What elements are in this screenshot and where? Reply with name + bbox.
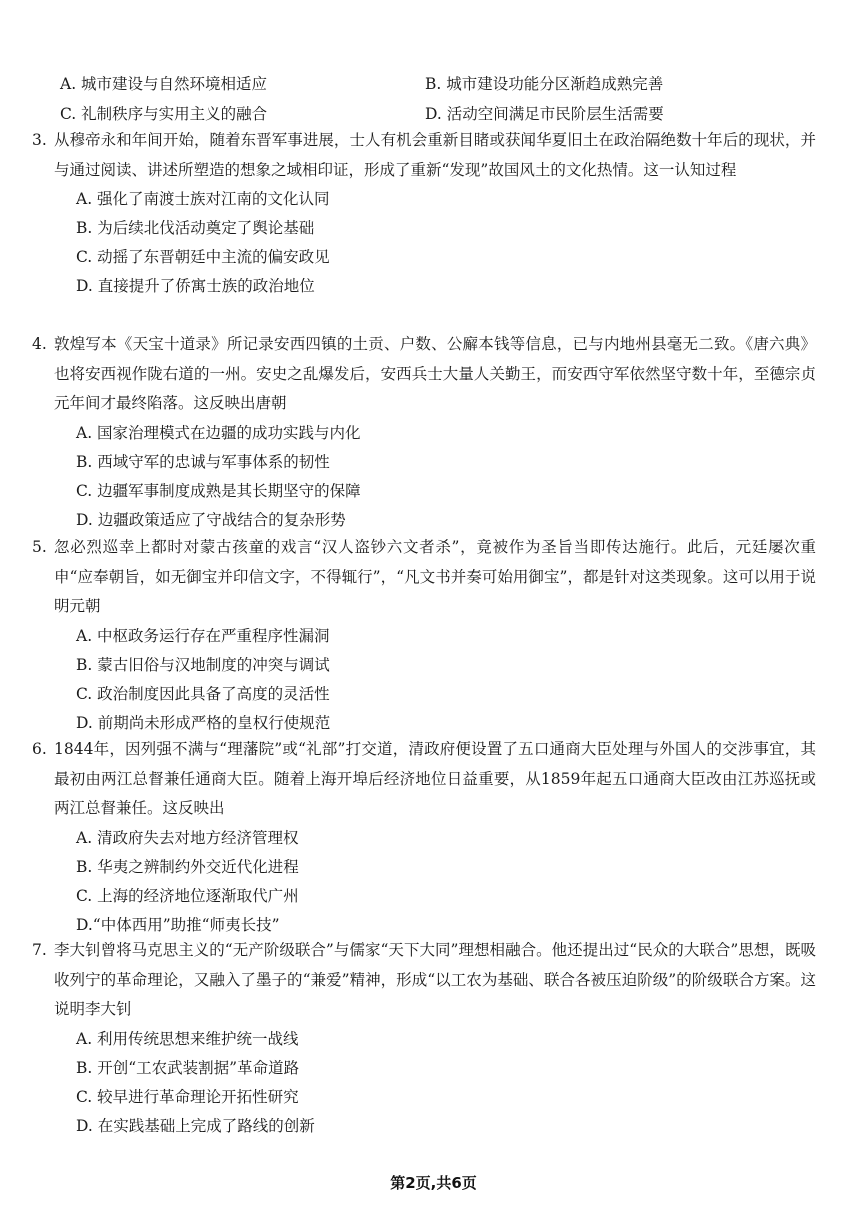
q2-options-row-2	[60, 98, 820, 128]
question-stem	[32, 533, 816, 622]
option-d: D. 直接提升了侨寓士族的政治地位	[76, 277, 315, 295]
option-d: D. 前期尚未形成严格的皇权行使规范	[76, 713, 331, 732]
question-number: 4.	[32, 335, 47, 353]
option-b: B. 蒙古旧俗与汉地制度的冲突与调试	[76, 655, 330, 674]
q2-options	[60, 68, 820, 128]
question-number: 5.	[32, 538, 47, 556]
option-c: C. 动摇了东晋朝廷中主流的偏安政见	[76, 248, 330, 266]
option-a: A. 利用传统思想来维护统一战线	[76, 1029, 299, 1048]
question-6	[0, 735, 867, 940]
question-options	[76, 1025, 867, 1141]
option-d: D. 边疆政策适应了守战结合的复杂形势	[76, 510, 346, 529]
question-options	[76, 824, 867, 940]
question-7	[0, 936, 867, 1141]
option-b: B. 为后续北伐活动奠定了舆论基础	[76, 219, 315, 237]
q2-option-b: B. 城市建设功能分区渐趋成熟完善	[425, 75, 664, 93]
question-text: 敦煌写本《天宝十道录》所记录安西四镇的土贡、户数、公廨本钱等信息，已与内地州县毫无二致。《唐六典》也将安西视作陇右道的一州。安史之乱爆发后，安西兵士大量人关勤王，而安西守军依然坚守数十年，至德宗贞元年间才最终陷落。这反映出唐朝	[54, 335, 816, 412]
q2-option-d: D. 活动空间满足市民阶层生活需要	[425, 105, 664, 123]
question-stem	[32, 735, 816, 824]
question-stem	[32, 126, 816, 185]
question-text: 李大钊曾将马克思主义的“无产阶级联合”与儒家“天下大同”理想相融合。他还提出过“民众的大联合”思想，既吸收列宁的革命理论，又融入了墨子的“兼爱”精神，形成“以工农为基础、联合各被压迫阶级”的阶级联合方案。这说明李大钊	[54, 941, 816, 1018]
question-stem	[32, 330, 816, 419]
question-options	[76, 419, 867, 535]
question-text: 1844年，因列强不满与“理藩院”或“礼部”打交道，清政府便设置了五口通商大臣处理与外国人的交涉事宜，其最初由两江总督兼任通商大臣。随着上海开埠后经济地位日益重要，从1859年起五口通商大臣改由江苏巡抚或两江总督兼任。这反映出	[54, 740, 816, 817]
q2-option-c: C. 礼制秩序与实用主义的融合	[60, 105, 268, 123]
q2-option-a: A. 城市建设与自然环境相适应	[60, 75, 268, 93]
option-c: C. 边疆军事制度成熟是其长期坚守的保障	[76, 481, 361, 500]
option-a: A. 强化了南渡士族对江南的文化认同	[76, 190, 330, 208]
option-a: A. 清政府失去对地方经济管理权	[76, 828, 299, 847]
question-options	[76, 622, 867, 738]
option-c: C. 上海的经济地位逐渐取代广州	[76, 886, 299, 905]
option-b: B. 华夷之辨制约外交近代化进程	[76, 857, 299, 876]
question-stem	[32, 936, 816, 1025]
question-number: 6.	[32, 740, 47, 758]
option-a: A. 中枢政务运行存在严重程序性漏洞	[76, 626, 330, 645]
question-3	[0, 126, 867, 301]
q2-options-row-1	[60, 68, 820, 98]
option-b: B. 西域守军的忠诚与军事体系的韧性	[76, 452, 330, 471]
option-d: D.“中体西用”助推“师夷长技”	[76, 915, 280, 934]
question-number: 7.	[32, 941, 47, 959]
option-c: C. 较早进行革命理论开拓性研究	[76, 1087, 299, 1106]
option-c: C. 政治制度因此具备了高度的灵活性	[76, 684, 330, 703]
option-a: A. 国家治理模式在边疆的成功实践与内化	[76, 423, 361, 442]
page-number-footer: 第2页,共6页	[390, 1174, 477, 1192]
option-d: D. 在实践基础上完成了路线的创新	[76, 1116, 315, 1135]
question-4	[0, 330, 867, 535]
question-text: 忽必烈巡幸上都时对蒙古孩童的戏言“汉人盗钞六文者杀”，竟被作为圣旨当即传达施行。此后，元廷屡次重申“应奉朝旨，如无御宝并印信文字，不得辄行”，“凡文书并奏可始用御宝”，都是针对这类现象。这可以用于说明元朝	[54, 538, 816, 615]
question-number: 3.	[32, 131, 47, 149]
question-options	[76, 185, 867, 301]
question-text: 从穆帝永和年间开始，随着东晋军事进展，士人有机会重新目睹或获闻华夏旧土在政治隔绝数十年后的现状，并与通过阅读、讲述所塑造的想象之域相印证，形成了重新“发现”故国风土的文化热情。这一认知过程	[54, 131, 816, 179]
option-b: B. 开创“工农武装割据”革命道路	[76, 1058, 300, 1077]
question-5	[0, 533, 867, 738]
